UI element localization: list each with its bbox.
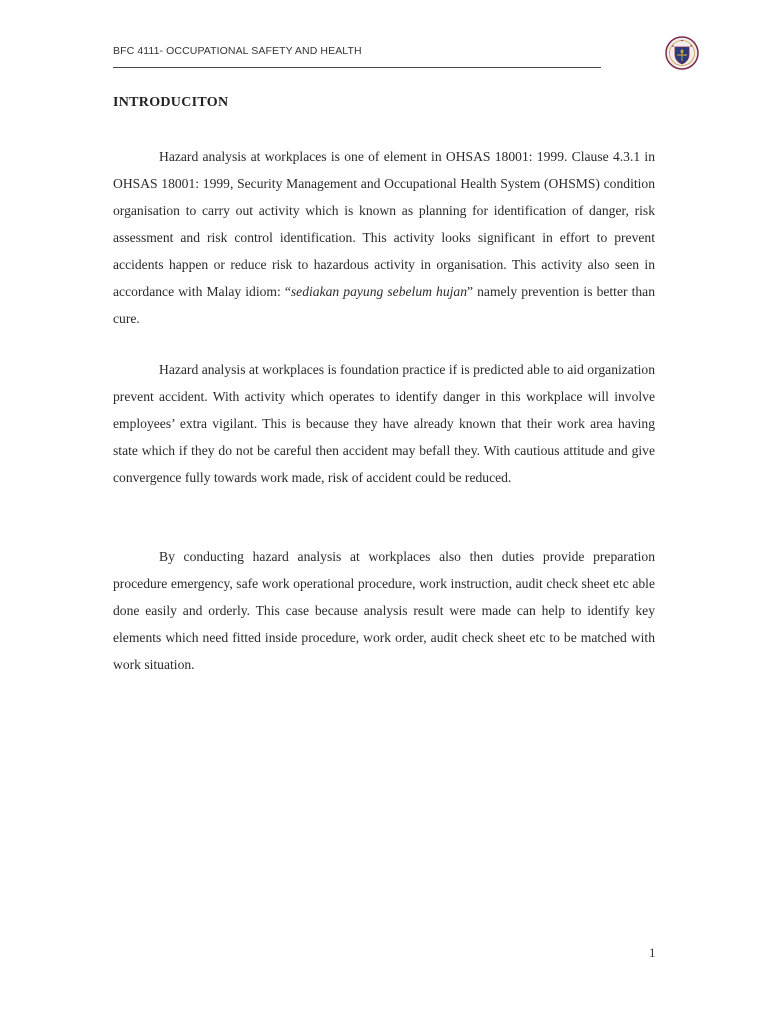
section-heading: INTRODUCITON <box>113 95 229 110</box>
university-crest-icon <box>665 36 699 70</box>
header-divider <box>113 67 601 68</box>
page-number: 1 <box>649 945 656 960</box>
paragraph-1 <box>113 143 655 332</box>
malay-idiom: sediakan payung sebelum hujan <box>290 284 467 299</box>
paragraph-1-text: Hazard analysis at workplaces is one of element in OHSAS 18001: 1999. Clause 4.3.1 in OHSAS 18001: 1999, Security Management and Occupational Health System (OHSMS) condition organisation to carry out activity which is known as planning for identification of danger, risk assessment and risk control identification. This activity looks significant in effort to prevent accidents happen or reduce risk to hazardous activity in organisation. This activity also seen in accordance with Malay idiom: “ <box>113 149 655 299</box>
paragraph-1-tail: ” namely prevention is better than cure. <box>113 284 656 326</box>
document-header-title: BFC 4111- OCCUPATIONAL SAFETY AND HEALTH <box>113 45 362 57</box>
paragraph-3: By conducting hazard analysis at workplaces also then duties provide preparation procedure emergency, safe work operational procedure, work instruction, audit check sheet etc able done easily and orderly. This case because analysis result were made can help to identify key elements which need fitted inside procedure, work order, audit check sheet etc to be matched with work situation. <box>113 549 655 672</box>
paragraph-2: Hazard analysis at workplaces is foundation practice if is predicted able to aid organization prevent accident. With activity which operates to identify danger in this workplace will involve employees’ extra vigilant. This is because they have already known that their work area having state which if they do not be careful then accident may befall they. With cautious attitude and give convergence fully towards work made, risk of accident could be reduced. <box>113 362 655 485</box>
